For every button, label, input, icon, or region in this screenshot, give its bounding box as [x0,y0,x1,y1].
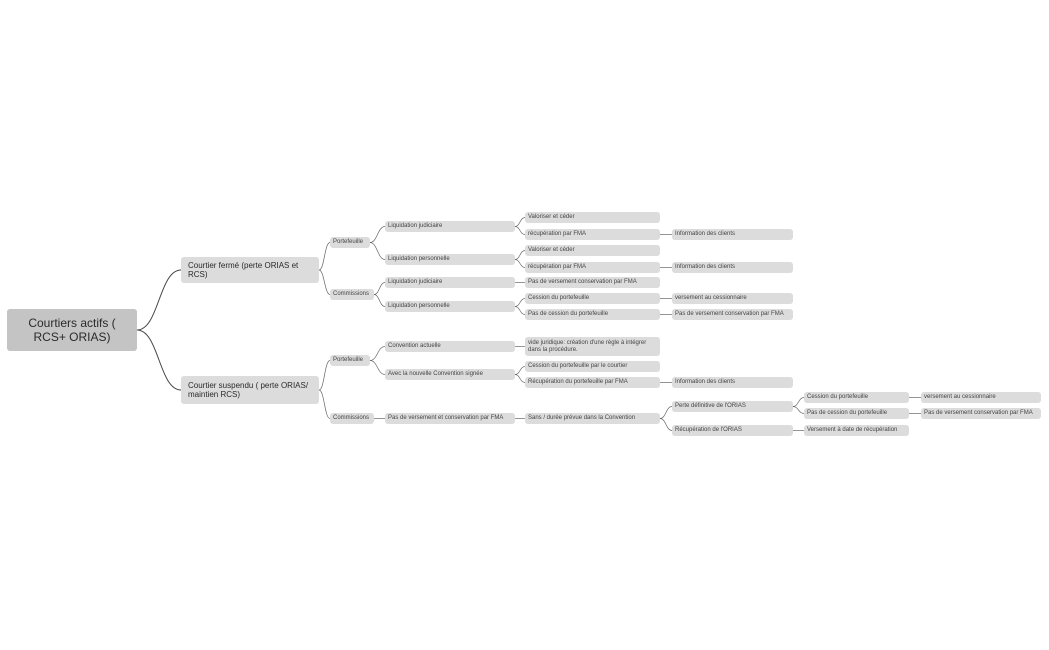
connector-node-recuperation-portefeuille-fma [515,375,525,383]
connector-node-pas-cession-portefeuille-2 [793,407,804,414]
node-valoriser-ceder-2[interactable]: Valoriser et céder [525,245,660,256]
node-pas-cession-portefeuille-2[interactable]: Pas de cession du portefeuille [804,408,909,419]
connector-node-cession-portefeuille-1 [515,299,525,307]
node-versement-date-recuperation[interactable]: Versement à date de récupération [804,425,909,436]
connector-node-perte-definitive-orias [660,407,672,419]
node-portefeuille-suspendu[interactable]: Portefeuille [330,355,370,366]
node-courtier-suspendu[interactable]: Courtier suspendu ( perte ORIAS/ maintien RCS) [181,376,319,404]
node-versement-cessionnaire-1[interactable]: versement au cessionnaire [672,293,793,304]
connector-node-courtier-ferme [137,270,181,330]
connector-node-nouvelle-convention [370,361,385,375]
node-pas-versement-conservation-3[interactable]: Pas de versement conservation par FMA [921,408,1041,419]
connector-node-valoriser-ceder-1 [515,218,525,227]
node-pas-versement-conservation-2[interactable]: Pas de versement conservation par FMA [672,309,793,320]
node-commissions-ferme[interactable]: Commissions [330,289,374,300]
connector-node-portefeuille-suspendu [319,361,330,391]
node-cession-portefeuille-1[interactable]: Cession du portefeuille [525,293,660,304]
node-commissions-suspendu[interactable]: Commissions [330,413,374,424]
node-courtier-ferme[interactable]: Courtier fermé (perte ORIAS et RCS) [181,257,319,283]
node-recuperation-orias[interactable]: Récupération de l'ORIAS [672,425,793,436]
node-recuperation-fma-2[interactable]: récupération par FMA [525,262,660,273]
node-information-clients-3[interactable]: Information des clients [672,377,793,388]
connector-node-liquidation-judiciaire-portefeuille [370,227,385,243]
connector-node-liquidation-personnelle-portefeuille [370,243,385,260]
node-valoriser-ceder-1[interactable]: Valoriser et céder [525,212,660,223]
connector-node-liquidation-personnelle-commissions [374,295,385,307]
connector-node-recuperation-fma-1 [515,227,525,235]
node-recuperation-fma-1[interactable]: récupération par FMA [525,229,660,240]
connector-node-cession-par-courtier [515,367,525,375]
connector-node-convention-actuelle [370,347,385,361]
connector-node-courtier-suspendu [137,330,181,390]
node-convention-actuelle[interactable]: Convention actuelle [385,341,515,352]
node-liquidation-personnelle-commissions[interactable]: Liquidation personnelle [385,301,515,312]
node-pas-versement-et-conservation[interactable]: Pas de versement et conservation par FMA [385,413,515,424]
connector-node-liquidation-judiciaire-commissions [374,283,385,295]
node-root[interactable]: Courtiers actifs ( RCS+ ORIAS) [7,309,137,351]
node-duree-prevue-convention[interactable]: Sans / durée prévue dans la Convention [525,413,660,424]
node-liquidation-judiciaire-commissions[interactable]: Liquidation judiciaire [385,277,515,288]
node-portefeuille-ferme[interactable]: Portefeuille [330,237,370,248]
connector-node-commissions-suspendu [319,390,330,419]
connector-node-portefeuille-ferme [319,243,330,271]
node-vide-juridique[interactable]: vide juridique: création d'une règle à intégrer dans la procédure. [525,337,660,356]
node-pas-cession-portefeuille-1[interactable]: Pas de cession du portefeuille [525,309,660,320]
connector-node-pas-cession-portefeuille-1 [515,307,525,315]
connector-node-commissions-ferme [319,270,330,295]
node-nouvelle-convention[interactable]: Avec la nouvelle Convention signée [385,369,515,380]
connector-node-valoriser-ceder-2 [515,251,525,260]
node-information-clients-2[interactable]: Information des clients [672,262,793,273]
node-liquidation-judiciaire-portefeuille[interactable]: Liquidation judiciaire [385,221,515,232]
connector-node-recuperation-orias [660,419,672,431]
node-versement-cessionnaire-2[interactable]: versement au cessionnaire [921,392,1041,403]
node-perte-definitive-orias[interactable]: Perte définitive de l'ORIAS [672,401,793,412]
node-liquidation-personnelle-portefeuille[interactable]: Liquidation personnelle [385,254,515,265]
node-information-clients-1[interactable]: Information des clients [672,229,793,240]
connector-node-cession-portefeuille-2 [793,398,804,407]
node-recuperation-portefeuille-fma[interactable]: Récupération du portefeuille par FMA [525,377,660,388]
connector-node-recuperation-fma-2 [515,260,525,268]
node-pas-versement-conservation-1[interactable]: Pas de versement conservation par FMA [525,277,660,288]
node-cession-par-courtier[interactable]: Cession du portefeuille par le courtier [525,361,660,372]
node-cession-portefeuille-2[interactable]: Cession du portefeuille [804,392,909,403]
